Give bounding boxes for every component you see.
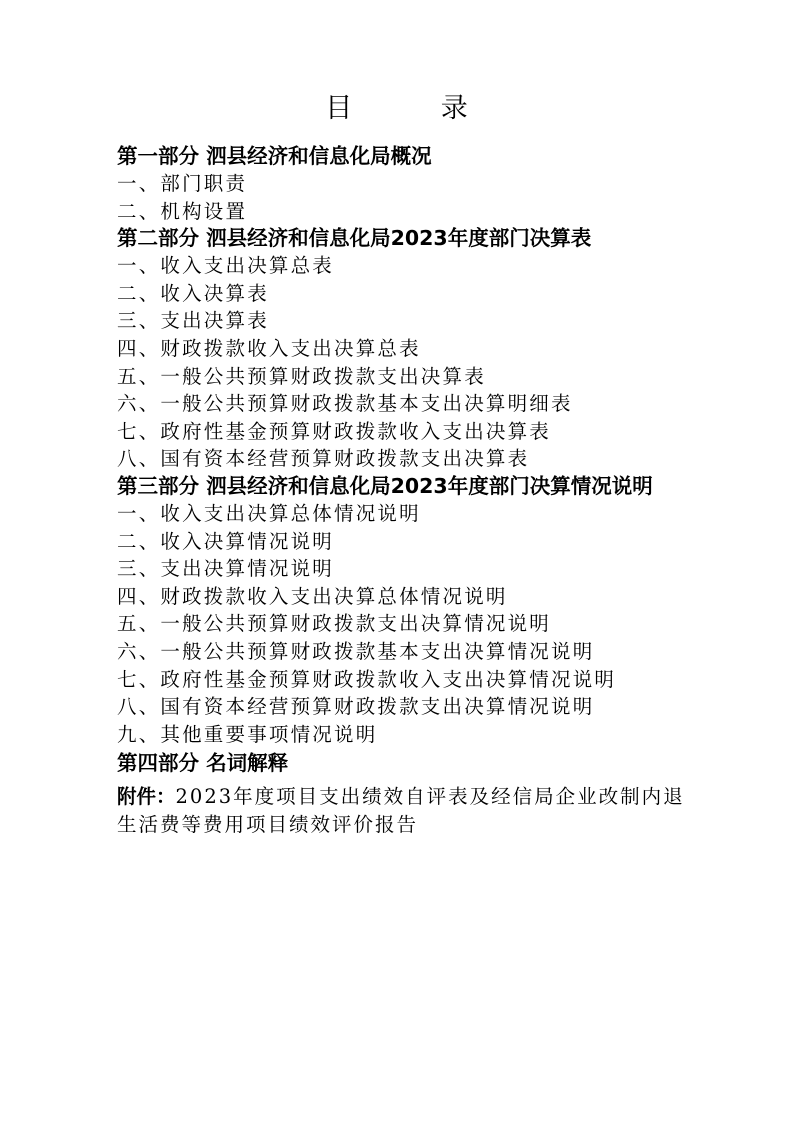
table-of-contents [117,141,687,838]
toc-item: 三、支出决算情况说明 [117,557,335,581]
toc-item: 一、收入支出决算总表 [117,254,335,278]
part-3-heading: 第三部分 泗县经济和信息化局2023年度部门决算情况说明 [117,473,653,498]
toc-item: 一、部门职责 [117,172,248,195]
toc-item: 二、收入决算情况说明 [117,529,335,553]
toc-item: 三、支出决算表 [117,309,269,333]
toc-item: 二、收入决算表 [117,281,269,305]
toc-item: 一、收入支出决算总体情况说明 [117,501,421,525]
toc-item: 四、财政拨款收入支出决算总表 [117,336,421,360]
toc-item: 六、一般公共预算财政拨款基本支出决算明细表 [117,392,573,416]
toc-item: 五、一般公共预算财政拨款支出决算情况说明 [117,612,552,636]
toc-item: 八、国有资本经营预算财政拨款支出决算情况说明 [117,695,595,719]
page-title: 目 录 [325,93,508,124]
toc-item: 六、一般公共预算财政拨款基本支出决算情况说明 [117,639,595,663]
toc-item: 五、一般公共预算财政拨款支出决算表 [117,364,486,388]
toc-item: 二、机构设置 [117,199,248,223]
toc-item: 七、政府性基金预算财政拨款收入支出决算情况说明 [117,667,617,691]
attachment-text: 2023年度项目支出绩效自评表及经信局企业改制内退生活费等费用项目绩效评价报告 [117,785,685,836]
attachment-note [117,783,687,838]
toc-item: 七、政府性基金预算财政拨款收入支出决算表 [117,419,552,443]
attachment-label: 附件： [117,785,176,809]
part-1-heading: 第一部分 泗县经济和信息化局概况 [117,144,432,168]
part-2-heading: 第二部分 泗县经济和信息化局2023年度部门决算表 [117,226,592,251]
part-4-heading: 第四部分 名词解释 [117,751,289,776]
toc-item: 九、其他重要事项情况说明 [117,722,378,746]
toc-item: 四、财政拨款收入支出决算总体情况说明 [117,584,508,608]
toc-item: 八、国有资本经营预算财政拨款支出决算表 [117,447,530,471]
